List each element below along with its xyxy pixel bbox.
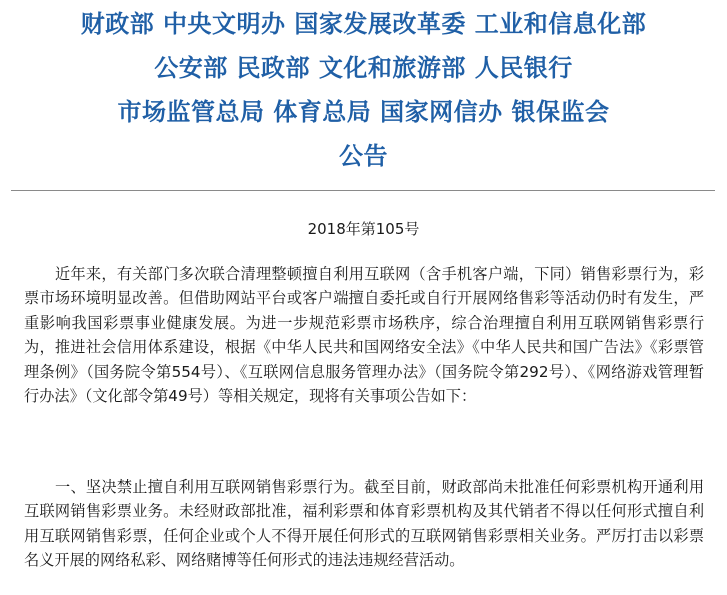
agencies-line-3: 市场监管总局 体育总局 国家网信办 银保监会 xyxy=(117,98,610,126)
agencies-line-1: 财政部 中央文明办 国家发展改革委 工业和信息化部 xyxy=(80,10,647,38)
document-number: 2018年第105号 xyxy=(307,220,420,238)
body-paragraph-intro: 近年来，有关部门多次联合清理整顿擅自利用互联网（含手机客户端，下同）销售彩票行为，彩票市场环境明显改善。但借助网站平台或客户端擅自委托或自行开展网络售彩等活动仍时有发生，严重影响我国彩票事业健康发展。为进一步规范彩票市场秩序，综合治理擅自利用互联网销售彩票行为，推进社会信用体系建设，根据《中华人民共和国网络安全法》《中华人民共和国广告法》《彩票管理条例》（国务院令第554号）、《互联网信息服务管理办法》（国务院令第292号）、《网络游戏管理暂行办法》（文化部令第49号）等相关规定，现将有关事项公告如下： xyxy=(24,265,704,406)
issuing-agencies-header xyxy=(0,2,727,178)
announcement-title: 公告 xyxy=(339,142,388,170)
body-paragraph-item-1: 一、坚决禁止擅自利用互联网销售彩票行为。截至目前，财政部尚未批准任何彩票机构开通利用互联网销售彩票业务。未经财政部批准，福利彩票和体育彩票机构及其代销者不得以任何形式擅自利用互联网销售彩票，任何企业或个人不得开展任何形式的互联网销售彩票相关业务。严厉打击以彩票名义开展的网络私彩、网络赌博等任何形式的违法违规经营活动。 xyxy=(24,478,704,570)
header-divider xyxy=(11,190,715,191)
agencies-line-2: 公安部 民政部 文化和旅游部 人民银行 xyxy=(154,54,573,82)
